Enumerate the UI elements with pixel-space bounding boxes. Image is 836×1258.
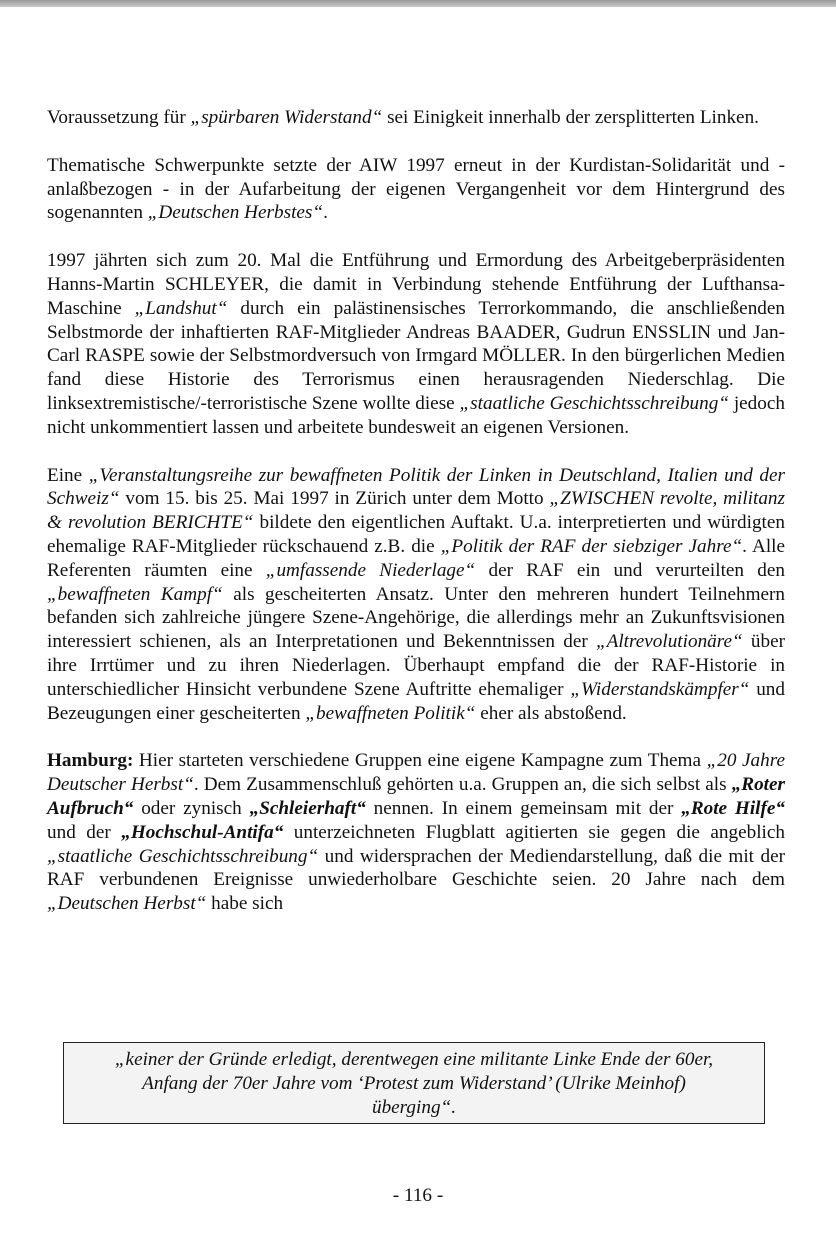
quote-line-1: „keiner der Gründe erledigt, derentwegen eine militante Linke Ende der 60er, [114, 1049, 714, 1070]
text-run: . [323, 202, 328, 224]
text-run: Thematische Schwerpunkte setzte der AIW 1997 erneut in der Kurdistan-Solidarität und - anlaßbezogen - in der Aufarbeitung der eigenen Vergangenheit vor dem Hintergrund des sogenannten [47, 154, 785, 224]
text-run: „20 Jahre Deutscher Herbst“ [47, 750, 785, 796]
text-run: . Alle Referenten räumten eine [47, 535, 785, 581]
page-body [47, 106, 785, 916]
text-run: „Veranstaltungsreihe zur bewaffneten Politik der Linken in Deutschland, Italien und der Schweiz“ [47, 464, 785, 510]
quote-box [63, 1042, 765, 1124]
text-run: oder zynisch [133, 797, 250, 819]
text-run: „staatliche Geschichtsschreibung“ [47, 845, 319, 867]
text-run: bildete den eigentlichen Auftakt. U.a. interpretierten und würdigten ehemalige RAF-Mitglieder rückschauend z.B. die [47, 512, 785, 557]
paragraph-1 [47, 106, 785, 130]
text-run: „umfassende Niederlage“ [265, 559, 476, 581]
text-run: Voraussetzung für [47, 107, 191, 128]
text-run: „Deutschen Herbstes“ [147, 202, 324, 224]
text-run: „Hochschul-Antifa“ [121, 821, 284, 843]
page-number: - 116 - [392, 1185, 444, 1206]
text-run: Hier starteten verschiedene Gruppen eine eigene Kampagne zum Thema [133, 750, 707, 772]
text-run: eher als abstoßend. [475, 702, 627, 724]
text-run: Eine [47, 464, 89, 486]
text-run: „Schleierhaft“ [249, 797, 366, 819]
text-run: „Politik der RAF der siebziger Jahre“ [440, 535, 743, 557]
text-run: . Dem Zusammenschluß gehörten u.a. Gruppen an, die sich selbst als [193, 774, 732, 796]
text-run: vom 15. bis 25. Mai 1997 in Zürich unter dem Motto [119, 488, 550, 510]
paragraph-3 [47, 249, 785, 439]
text-run: „spürbaren Widerstand“ [190, 107, 383, 128]
text-run: „Deutschen Herbst“ [47, 893, 207, 915]
text-run: der RAF ein und verurteilten den [475, 559, 786, 581]
text-run: „Landshut“ [134, 297, 228, 319]
text-run: und widersprachen der Mediendarstellung, daß die mit der RAF verbundenen Ereignisse unwiederholbare Geschichte seien. 20 Jahre nach dem [47, 845, 785, 891]
text-run: als gescheiterten Ansatz. Unter den mehreren hundert Teilnehmern befanden sich zahlreiche jüngere Szene-Angehörige, die allerdings mehr an Zukunftsvisionen interessiert schienen, als an Interpretationen und Bekenntnissen der [47, 583, 786, 653]
text-run: jedoch nicht unkommentiert lassen und arbeitete bundesweit an eigenen Versionen. [47, 392, 785, 438]
text-run: „Rote Hilfe“ [681, 797, 785, 819]
text-run: und der [47, 821, 122, 843]
quote-line-3: überging“. [371, 1096, 457, 1118]
text-run: „bewaffneten Politik“ [305, 702, 476, 724]
text-run: 1997 jährten sich zum 20. Mal die Entführung und Ermordung des Arbeitgeberpräsidenten Hanns-Martin SCHLEYER, die damit in Verbindung stehende Entführung der Lufthansa-Maschine [47, 250, 785, 319]
text-run: „ZWISCHEN revolte, militanz & revolution BERICHTE“ [47, 488, 785, 534]
paragraph-5-hamburg [47, 749, 785, 916]
text-run: Hamburg: [47, 750, 134, 772]
quote-line-2: Anfang der 70er Jahre vom ‘Protest zum Widerstand’ (Ulrike Meinhof) [142, 1072, 686, 1094]
text-run: „bewaffneten Kampf“ [47, 583, 223, 605]
text-run: und Bezeugungen einer gescheiterten [47, 678, 785, 724]
text-run: durch ein palästinensisches Terrorkommando, die anschließenden Selbstmorde der inhaftierten RAF-Mitglieder Andreas BAADER, Gudrun ENSSLIN und Jan-Carl RASPE sowie der Selbstmordversuch von Irmgard MÖLLER. In den bürgerlichen Medien fand diese Historie des Terrorismus einen herausragenden Niederschlag. Die linksextremistische/-terroristische Szene wollte diese [47, 297, 785, 414]
text-run: nennen. In einem gemeinsam mit der [365, 797, 682, 819]
text-run: habe sich [206, 893, 284, 915]
paragraph-2 [47, 154, 785, 225]
text-run: unterzeichneten Flugblatt agitierten sie gegen die angeblich [283, 821, 786, 843]
text-run: „staatliche Geschichtsschreibung“ [459, 392, 730, 414]
text-run: „Widerstandskämpfer“ [570, 678, 750, 700]
text-run: „Altrevolutionäre“ [595, 631, 743, 653]
top-scan-edge [0, 0, 836, 7]
paragraph-4 [47, 464, 785, 726]
text-run: „Roter Aufbruch“ [47, 774, 785, 819]
text-run: sei Einigkeit innerhalb der zersplitterten Linken. [382, 107, 759, 128]
text-run: über ihre Irrtümer und zu ihren Niederlagen. Überhaupt empfand die der RAF-Historie in unterschiedlicher Hinsicht verbundene Szene Auftritte ehemaliger [47, 631, 786, 700]
